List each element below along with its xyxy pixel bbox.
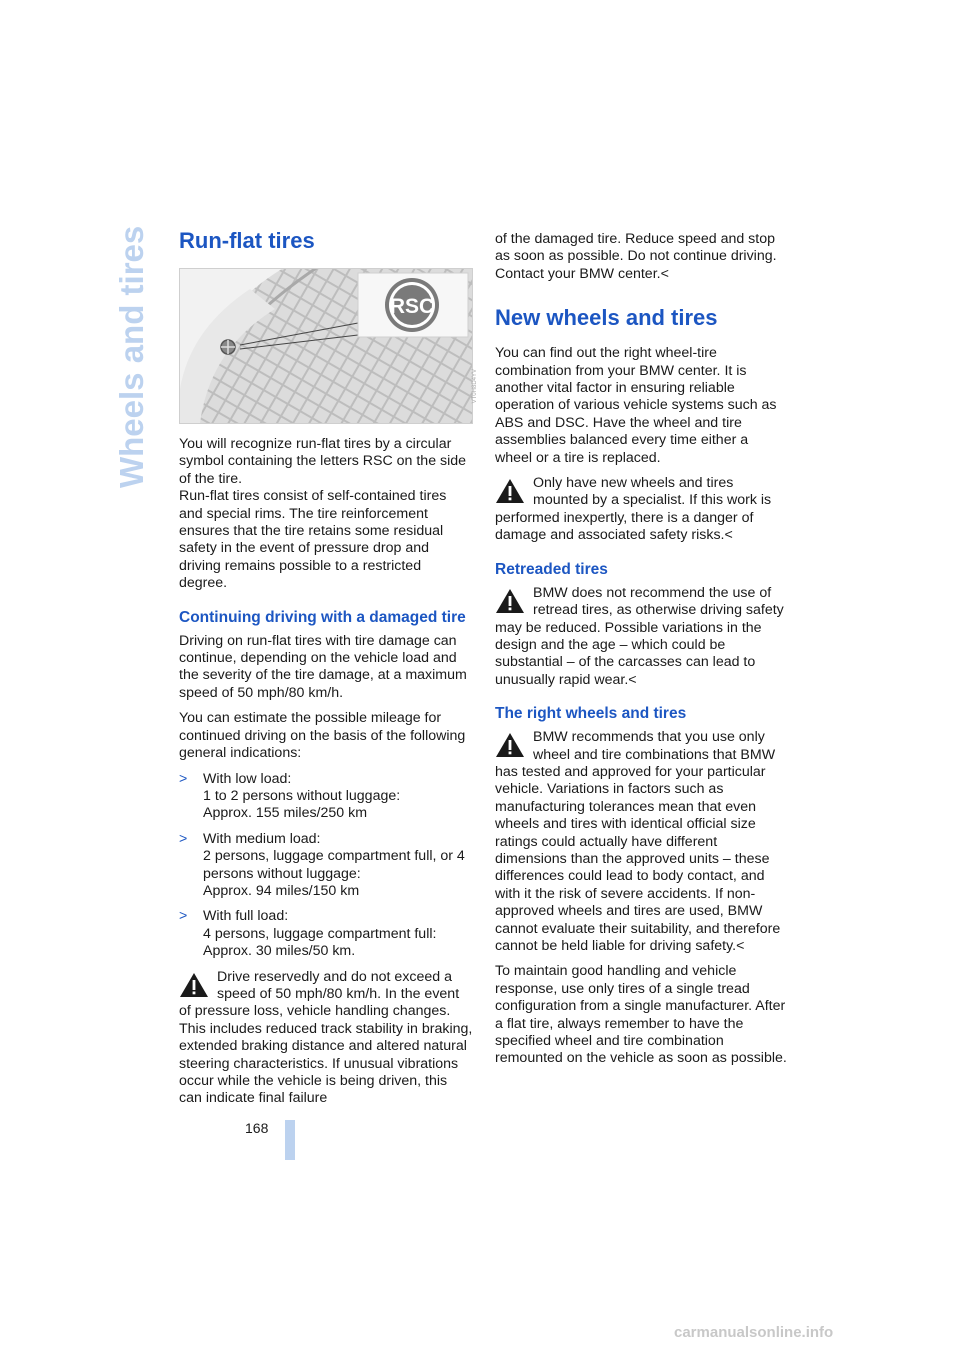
- continuation-text: of the damaged tire. Reduce speed and stop as soon as possible. Do not continue driving. Contact your BMW center.: [495, 231, 777, 282]
- list-item: [179, 831, 473, 901]
- warning-text: BMW does not recommend the use of retread tires, as otherwise driving safety may be reduced. Possible variations in the design and the age – which could be substantial – of the carcasses can lead to unusually rapid wear.: [495, 584, 784, 688]
- heading-right-wheels: The right wheels and tires: [495, 705, 687, 723]
- run-flat-intro: You will recognize run-flat tires by a circular symbol containing the letters RSC on the side of the tire.: [179, 436, 467, 487]
- warning-triangle-icon: [495, 478, 525, 504]
- right-column: [495, 231, 789, 1076]
- heading-new-wheels-and-tires: New wheels and tires: [495, 305, 718, 331]
- tire-illustration: [179, 268, 478, 424]
- warning-text: BMW recommends that you use only wheel and tire combinations that BMW has tested and approved for your particular vehicle. Variations in factors such as manufacturing tolerances mean that even wheels and tires with identical official size ratings could actually have different dimensions than the approved units – these differences could lead to body contact, and with it the risk of severe accidents. If non-approved wheels and tires are used, BMW cannot evaluate their suitability, and therefore cannot be held liable for driving safety.: [495, 729, 781, 954]
- warning-approved-combinations: [495, 729, 789, 955]
- rsc-badge-text: RSC: [389, 295, 435, 318]
- end-mark: <: [660, 265, 669, 282]
- end-mark: <: [628, 671, 637, 688]
- mileage-list: [179, 771, 473, 961]
- list-item-detail: 4 persons, luggage compartment full:: [203, 925, 437, 942]
- heading-continuing-driving: Continuing driving with a damaged tire: [179, 608, 466, 626]
- heading-run-flat-tires: Run-flat tires: [179, 228, 315, 253]
- right-wheels-para-2: To maintain good handling and vehicle response, use only tires of a single tread configuration from a single manufacturer. After a flat tire, always remember to have the specified wheel and tire combination remounted on the vehicle as soon as possible.: [495, 963, 787, 1067]
- list-item-mileage: Approx. 94 miles/150 km: [203, 882, 360, 899]
- end-mark: <: [736, 938, 745, 954]
- heading-retreaded-tires: Retreaded tires: [495, 560, 608, 578]
- end-mark: <: [724, 527, 733, 544]
- warning-drive-reservedly: [179, 969, 473, 1108]
- warning-specialist: [495, 475, 789, 545]
- list-item-detail: 2 persons, luggage compartment full, or 4 persons without luggage:: [203, 848, 465, 882]
- new-wheels-para-1: You can find out the right wheel-tire combination from your BMW center. It is another vital factor in ensuring reliable operation of various vehicle systems such as ABS and DSC. Have the wheel and tire assemblies balanced every time either a wheel or a tire is replaced.: [495, 345, 777, 466]
- list-item: [179, 771, 473, 823]
- list-item-title: With full load:: [203, 908, 289, 925]
- run-flat-intro-2: Run-flat tires consist of self-contained tires and special rims. The tire reinforcement ensures that the tire retains some residual safety in the event of pressure drop and driving remains possible to a restricted degree.: [179, 488, 447, 592]
- page-marker-bar: [285, 1120, 295, 1160]
- warning-text: Only have new wheels and tires mounted by a specialist. If this work is performed inexpertly, there is a danger of damage and associated safety risks.: [495, 475, 772, 544]
- list-item-detail: 1 to 2 persons without luggage:: [203, 787, 401, 804]
- warning-continuation: [495, 231, 789, 283]
- warning-retread: [495, 585, 789, 689]
- warning-text: Drive reservedly and do not exceed a speed of 50 mph/80 km/h. In the event of pressure loss, vehicle handling changes. This includes reduced track stability in braking, extended braking distance and altered natural steering characteristics. If unusual vibrations occur while the vehicle is being driven, this can indicate final failure: [179, 968, 473, 1107]
- list-item-title: With low load:: [203, 770, 292, 787]
- warning-triangle-icon: [495, 588, 525, 614]
- side-section-title: [110, 220, 152, 490]
- list-bullet: >: [179, 830, 188, 847]
- list-item-title: With medium load:: [203, 830, 321, 847]
- watermark: carmanualsonline.info: [674, 1324, 834, 1341]
- figure-code: VT0H8D4YV: [471, 369, 478, 404]
- list-item-mileage: Approx. 30 miles/50 km.: [203, 943, 356, 960]
- warning-triangle-icon: [179, 972, 209, 998]
- list-item: [179, 908, 473, 960]
- continuing-driving-para-1: Driving on run-flat tires with tire damage can continue, depending on the vehicle load and the severity of the tire damage, at a maximum speed of 50 mph/80 km/h.: [179, 632, 467, 701]
- warning-triangle-icon: [495, 732, 525, 758]
- list-bullet: >: [179, 908, 188, 925]
- page-number: 168: [245, 1120, 269, 1136]
- side-section-title-text: Wheels and tires: [113, 225, 150, 488]
- continuing-driving-para-2: You can estimate the possible mileage for continued driving on the basis of the following general indications:: [179, 710, 466, 762]
- left-column: [179, 228, 478, 1116]
- list-item-mileage: Approx. 155 miles/250 km: [203, 805, 368, 822]
- list-bullet: >: [179, 770, 188, 787]
